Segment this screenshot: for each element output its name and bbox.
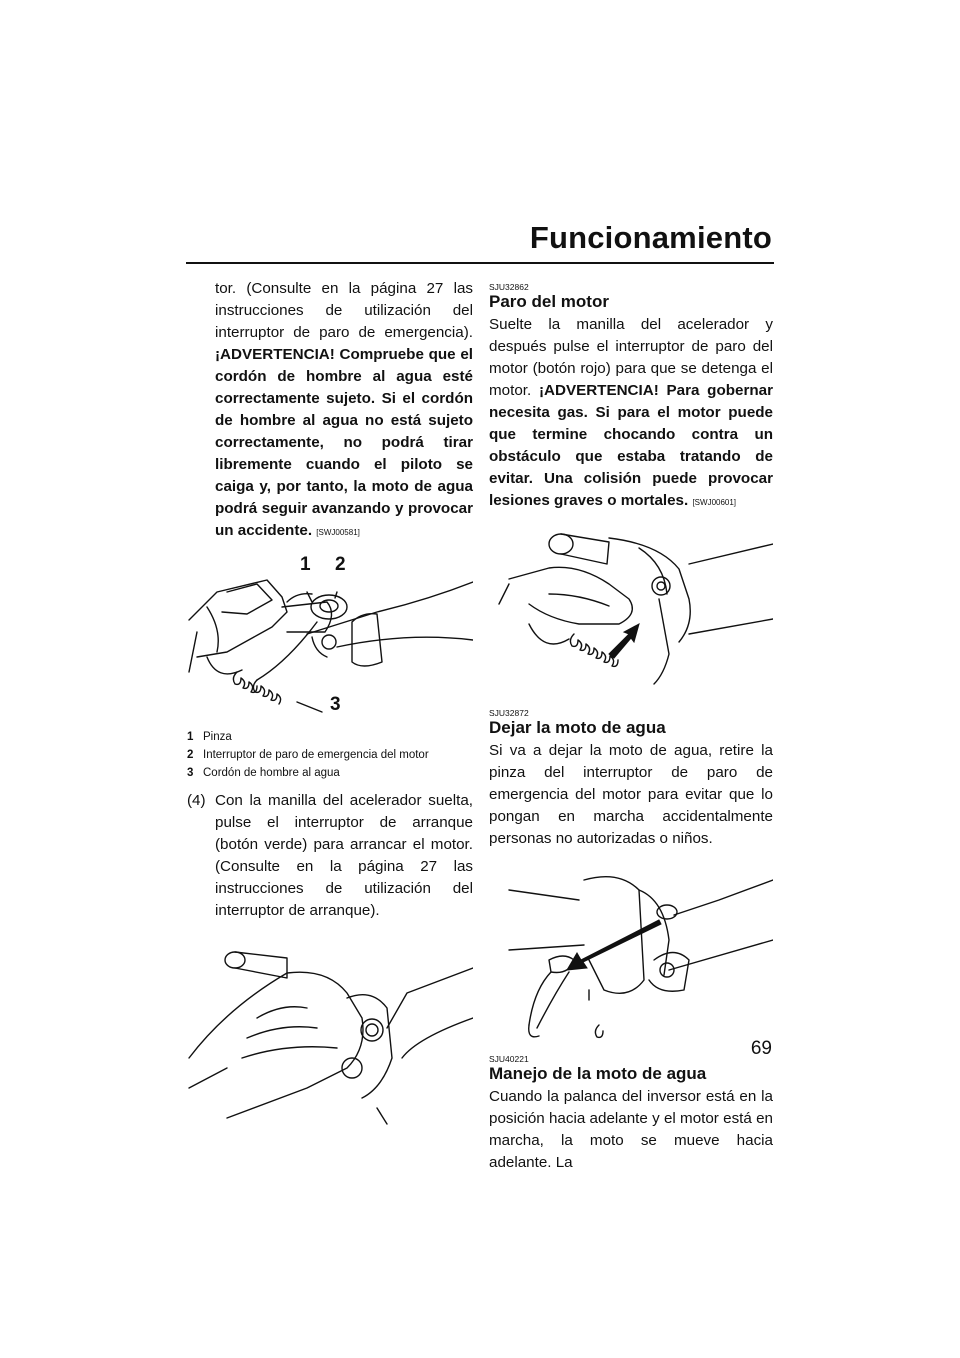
header-divider [186,262,774,264]
caption-1: 1 Pinza [187,731,232,743]
illustration-press-stop-button [489,524,773,704]
illustration-remove-clip [489,860,773,1050]
section-title: Manejo de la moto de agua [489,1064,707,1083]
section-leaving-watercraft [489,708,773,850]
figure-captions [187,730,473,780]
right-column [489,278,773,1174]
step-4 [187,790,473,922]
section-code: SJU40221 [489,1054,529,1064]
section-code: SJU32872 [489,708,529,718]
illustration-thumb-start-button [187,938,473,1128]
figure-start-button [187,938,473,1128]
warning-text: ¡ADVERTENCIA! Compruebe que el cordón de hombre al agua esté correctamente sujeto. Si el cordón de hombre al agua no está sujeto correctamente, no podrá tirar libremente cuando el piloto se caiga y, por tanto, la moto de agua podrá seguir avanzando y provocar un accidente. [215,346,473,539]
warning-code: [SWJ00601] [692,498,737,507]
figure-stop-button [489,524,773,704]
callout-2: 2 [335,554,346,575]
section-title: Paro del motor [489,292,609,311]
warning-text: ¡ADVERTENCIA! Para gobernar necesita gas. Si para el motor puede que termine chocando contra un obstáculo que estaba tratando de evitar. Una colisión puede provocar lesiones graves o mortales. [489,382,773,509]
intro-paragraph [187,278,473,544]
step-number: (4) [187,792,206,809]
callout-3: 3 [330,694,341,715]
caption-3: 3 Cordón de hombre al agua [187,767,340,779]
page-title: Funcionamiento [529,220,772,255]
warning-code: [SWJ00581] [316,528,360,537]
section-body: Si va a dejar la moto de agua, retire la pinza del interruptor de paro de emergencia del motor para evitar que lo pongan en marcha accidentalmente personas no autorizadas o niños. [489,742,773,847]
intro-text: tor. (Consulte en la página 27 las instrucciones de utilización del interruptor de paro de emergencia). [215,280,473,341]
callout-1: 1 [300,554,311,575]
figure-emergency-stop-clip [187,552,473,722]
section-body: Suelte la manilla del acelerador y después pulse el interruptor de paro del motor (botón rojo) para que se detenga el motor. ¡ADVERTENCIA! Para gobernar necesita gas. Si para el motor puede que termine chocando contra un obstáculo que estaba tratando de evitar. Una colisión puede provocar lesiones graves o mortales. [SWJ00601] [489,316,773,509]
left-column [187,278,473,1128]
caption-2: 2 Interruptor de paro de emergencia del motor [187,749,429,761]
page-number: 69 [750,1038,772,1059]
step-text: Con la manilla del acelerador suelta, pulse el interruptor de arranque (botón verde) para arrancar el motor. (Consulte en la página 27 las instrucciones de utilización del interruptor de arranque). [215,792,473,919]
section-body: Cuando la palanca del inversor está en la posición hacia adelante y el motor está en marcha, la moto se mueve hacia adelante. La [489,1088,773,1171]
section-title: Dejar la moto de agua [489,718,666,737]
section-operating-watercraft [489,1054,773,1174]
section-code: SJU32862 [489,282,529,292]
figure-remove-clip [489,860,773,1050]
section-engine-stop [489,282,773,514]
